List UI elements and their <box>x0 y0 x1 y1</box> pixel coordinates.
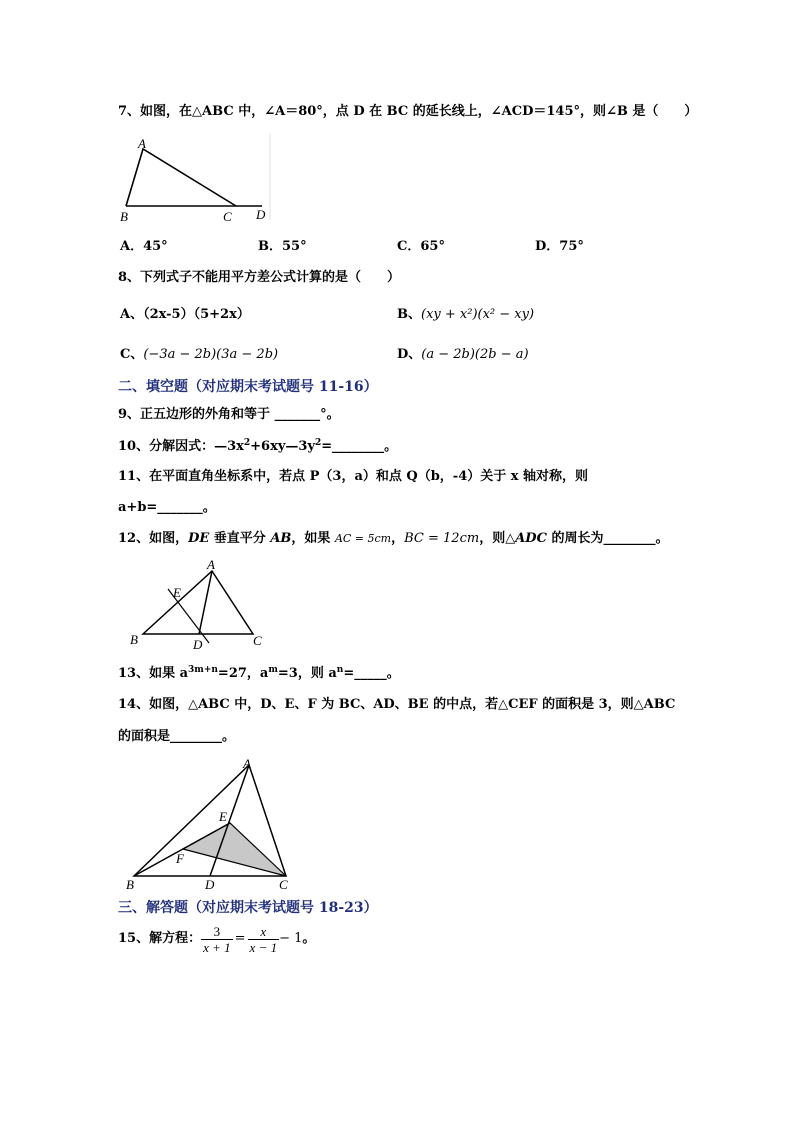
q10-suffix: =________。 <box>321 439 398 454</box>
q12-part-1: 12、如图， <box>118 531 189 546</box>
q10-prefix: 10、分解因式：—3x <box>118 439 244 454</box>
q12-part-3: ，如果 <box>291 531 335 546</box>
section-solutions-heading: 三、解答题（对应期末考试题号 18-23） <box>118 900 378 916</box>
q10-middle: +6xy—3y <box>250 439 315 454</box>
q11-line-2: a+b=_______。 <box>118 500 216 515</box>
q13-part-1: 13、如果 a <box>118 666 189 681</box>
q14-triangle-figure <box>120 755 300 895</box>
q8-option-d-label: D、 <box>397 347 422 362</box>
q7-option-a: A．45° <box>120 239 168 254</box>
q12-part-5: 的周长为________。 <box>546 531 669 546</box>
section-fill-in-blank-heading: 二、填空题（对应期末考试题号 11-16） <box>118 379 378 395</box>
q8-option-b-expr: (xy + x²)(x² − xy) <box>421 307 535 322</box>
q12-part-2: 垂直平分 <box>209 531 271 546</box>
q12-ac: AC = 5cm <box>334 532 392 545</box>
q7-option-b: B．55° <box>258 239 307 254</box>
q15-fraction-2 <box>248 924 280 955</box>
q13-exponent-3: n <box>336 665 344 675</box>
q15-fraction-1-numerator: 3 <box>201 924 233 940</box>
q12-triangle-figure <box>125 556 275 651</box>
q12-ab: AB <box>270 531 292 546</box>
q13-part-3: =3，则 a <box>277 666 337 681</box>
q12-bc: BC = 12cm <box>404 531 480 546</box>
q10-text <box>118 439 397 455</box>
q14-label-c: C <box>279 877 288 892</box>
q14-label-f: F <box>176 851 184 866</box>
q7-label-d: D <box>256 207 266 222</box>
q12-de: DE <box>188 531 210 546</box>
q12-adc: ADC <box>515 531 547 546</box>
q13-part-4: =_____。 <box>343 666 400 681</box>
q15-end: 。 <box>302 931 316 946</box>
q14-line-2: 的面积是________。 <box>118 729 236 744</box>
q8-option-d-expr: (a − 2b)(2b − a) <box>421 347 529 362</box>
q8-option-d <box>397 347 529 363</box>
q8-option-b-label: B、 <box>397 307 421 322</box>
q7-option-d: D．75° <box>535 239 584 254</box>
q14-label-d: D <box>205 877 215 892</box>
q15-fraction-2-numerator: x <box>248 924 280 940</box>
q10-exponent-1: 2 <box>243 438 251 448</box>
q12-text <box>118 531 668 547</box>
q7-stem: 7、如图，在△ABC 中，∠A＝80°，点 D 在 BC 的延长线上，∠ACD＝145°，则∠B 是（ ） <box>118 104 698 119</box>
q7-label-c: C <box>223 209 232 224</box>
q14-label-a: A <box>243 756 251 771</box>
q7-label-a: A <box>138 136 146 151</box>
q15-equals: = <box>234 931 246 946</box>
q9-text: 9、正五边形的外角和等于 _______°。 <box>118 407 340 422</box>
q15-tail: − 1 <box>279 931 303 946</box>
q15-fraction-2-denominator: x − 1 <box>249 939 278 955</box>
q8-option-c-expr: (−3a − 2b)(3a − 2b) <box>143 347 279 362</box>
q12-label-c: C <box>253 633 262 648</box>
q15-fraction-1 <box>201 924 233 955</box>
q7-option-c: C．65° <box>397 239 445 254</box>
q13-part-2: =27，a <box>217 666 269 681</box>
q10-exponent-2: 2 <box>315 438 322 448</box>
q12-part-4: ，则△ <box>479 531 516 546</box>
q12-label-b: B <box>130 632 138 647</box>
q11-line-1: 11、在平面直角坐标系中，若点 P（3，a）和点 Q（b，-4）关于 x 轴对称，则 <box>118 469 589 484</box>
q15-fraction-1-denominator: x + 1 <box>203 939 231 955</box>
q15-text <box>118 922 315 957</box>
q12-label-e: E <box>173 585 181 600</box>
q15-label: 15、解方程： <box>118 931 202 946</box>
q8-option-c <box>120 347 278 363</box>
q12-label-a: A <box>207 557 215 572</box>
q13-text <box>118 666 400 682</box>
q12-separator: ， <box>391 531 405 546</box>
q8-option-a: A、（2x-5）（5+2x） <box>120 307 250 322</box>
q8-option-c-label: C、 <box>120 347 144 362</box>
q12-label-d: D <box>193 637 203 652</box>
q8-option-b <box>397 307 534 323</box>
q13-exponent-1: 3m+n <box>188 665 218 675</box>
q14-line-1: 14、如图，△ABC 中，D、E、F 为 BC、AD、BE 的中点，若△CEF 的面积是 3，则△ABC <box>118 697 676 712</box>
q7-triangle-figure <box>112 132 272 227</box>
q13-exponent-2: m <box>268 665 278 675</box>
q14-label-e: E <box>219 809 227 824</box>
q14-label-b: B <box>126 877 134 892</box>
q7-label-b: B <box>120 209 128 224</box>
q8-stem: 8、下列式子不能用平方差公式计算的是（ ） <box>118 270 401 285</box>
